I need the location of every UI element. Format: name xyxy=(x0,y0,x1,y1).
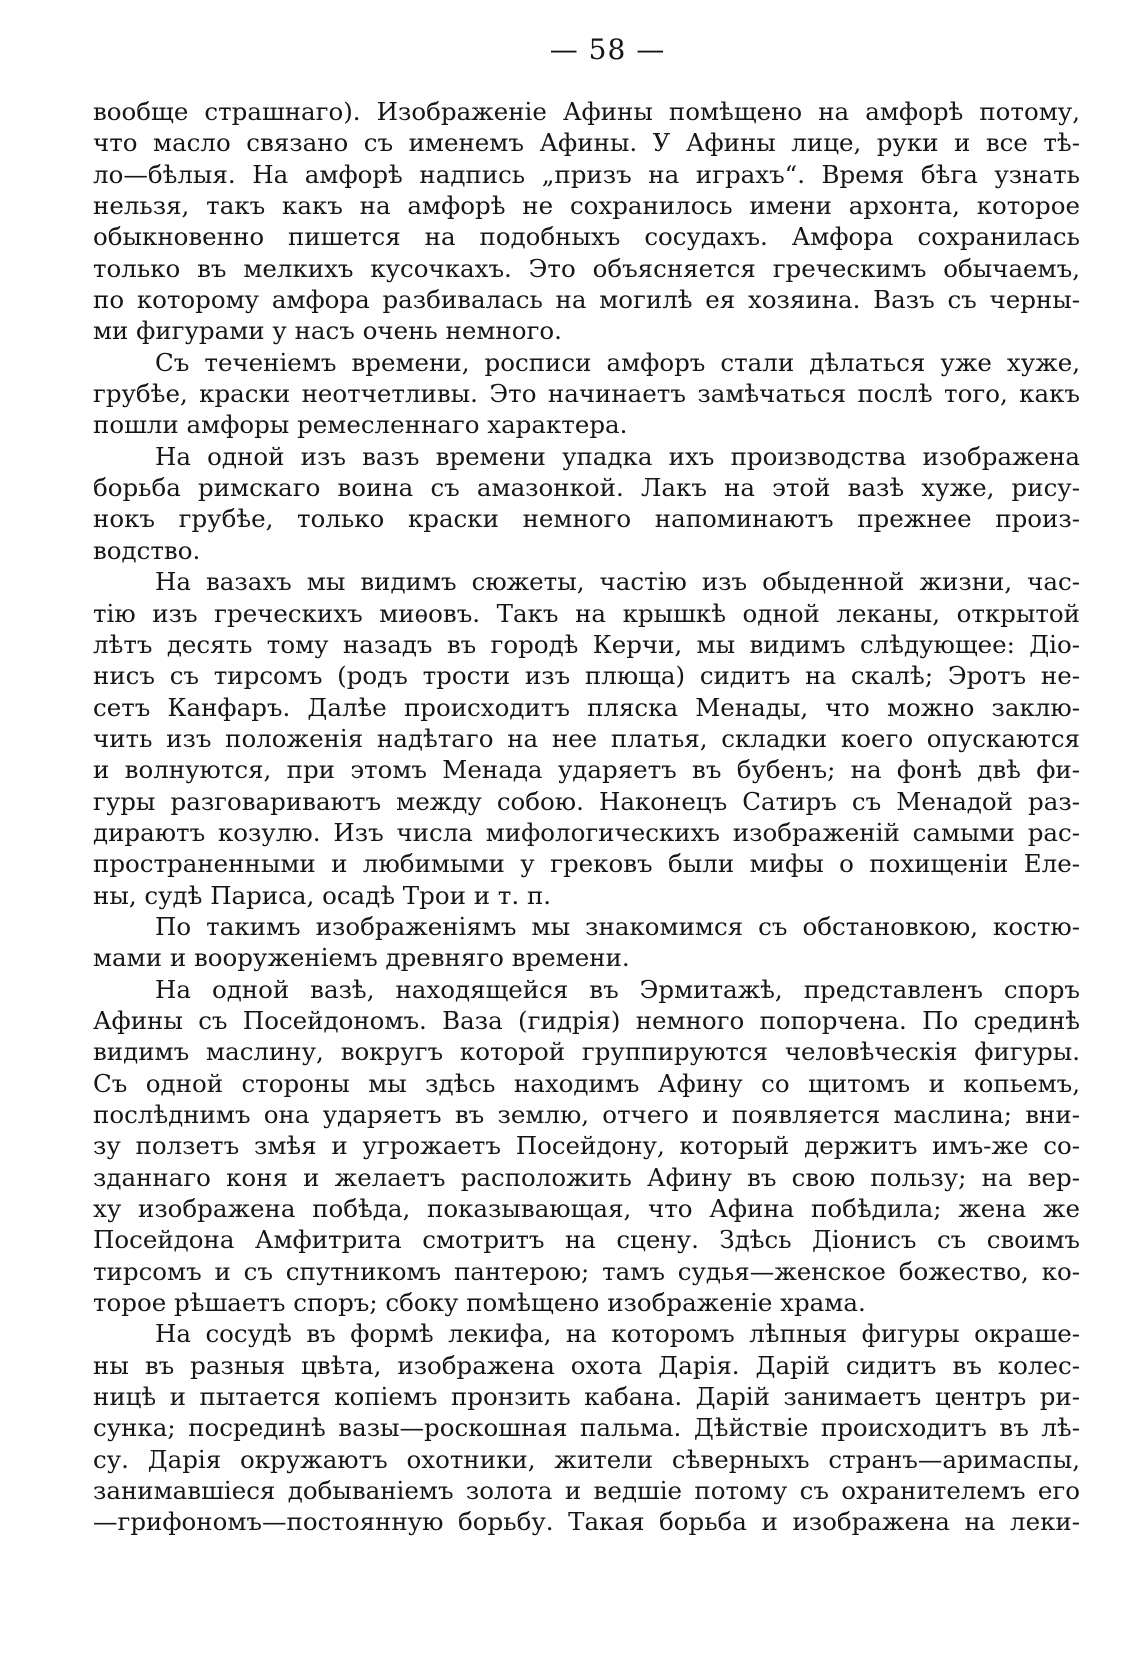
text-line: сетъ Канфаръ. Далѣе происходитъ пляска Менады, что можно заклю- xyxy=(93,692,1080,722)
page-number: — 58 — xyxy=(549,33,666,66)
text-line: На одной вазѣ, находящейся въ Эрмитажѣ, представленъ споръ xyxy=(155,974,1080,1004)
text-line: вообще страшнаго). Изображеніе Афины помѣщено на амфорѣ потому, xyxy=(93,97,1080,126)
text-line: зданнаго коня и желаетъ расположить Афину въ свою пользу; на вер- xyxy=(93,1162,1080,1192)
text-line: грубѣе, краски неотчетливы. Это начинаетъ замѣчаться послѣ того, какъ xyxy=(93,379,1080,409)
text-line: торое рѣшаетъ споръ; сбоку помѣщено изображеніе храма. xyxy=(93,1288,866,1318)
text-line: нельзя, такъ какъ на амфорѣ не сохранилось имени архонта, которое xyxy=(93,191,1080,221)
text-line: дираютъ козулю. Изъ числа мифологическихъ изображеній самыми рас- xyxy=(93,817,1080,847)
text-line: только въ мелкихъ кусочкахъ. Это объясняется греческимъ обычаемъ, xyxy=(93,253,1080,283)
text-line: водство. xyxy=(93,535,201,565)
text-line: гуры разговариваютъ между собою. Наконецъ Сатиръ съ Менадой раз- xyxy=(93,786,1080,816)
text-line: чить изъ положенія надѣтаго на нее платья, складки коего опускаются xyxy=(93,723,1080,753)
text-line: послѣднимъ она ударяетъ въ землю, отчего и появляется маслина; вни- xyxy=(93,1100,1080,1129)
text-line: Посейдона Амфитрита смотритъ на сцену. Здѣсь Діонисъ съ своимъ xyxy=(93,1225,1080,1255)
text-line: На вазахъ мы видимъ сюжеты, частію изъ обыденной жизни, час- xyxy=(155,567,1080,597)
text-line: мами и вооруженіемъ древняго времени. xyxy=(93,943,630,973)
text-line: ницѣ и пытается копіемъ пронзить кабана. Дарій занимаетъ центръ ри- xyxy=(93,1382,1080,1412)
text-line: —грифономъ—постоянную борьбу. Такая борьба и изображена на леки- xyxy=(93,1507,1080,1537)
text-line: По такимъ изображеніямъ мы знакомимся съ обстановкою, костю- xyxy=(155,911,1080,941)
text-line: ны, судѣ Париса, осадѣ Трои и т. п. xyxy=(93,880,552,910)
text-line: На сосудѣ въ формѣ лекифа, на которомъ лѣпныя фигуры окраше- xyxy=(155,1319,1080,1349)
text-line: и волнуются, при этомъ Менада ударяетъ въ бубенъ; на фонѣ двѣ фи- xyxy=(93,755,1080,785)
text-line: нисъ съ тирсомъ (родъ трости изъ плюща) сидитъ на скалѣ; Эротъ не- xyxy=(93,661,1080,691)
text-line: зу ползетъ змѣя и угрожаетъ Посейдону, который держитъ имъ-же со- xyxy=(93,1131,1080,1161)
body-text xyxy=(93,96,1080,1538)
text-line: лѣтъ десять тому назадъ въ городѣ Керчи, мы видимъ слѣдующее: Діо- xyxy=(93,629,1080,659)
text-line: сунка; посрединѣ вазы—роскошная пальма. Дѣйствіе происходитъ въ лѣ- xyxy=(93,1413,1080,1443)
text-line: занимавшіеся добываніемъ золота и ведшіе потому съ охранителемъ его xyxy=(93,1476,1080,1506)
text-line: ны въ разныя цвѣта, изображена охота Дарія. Дарій сидитъ въ колес- xyxy=(93,1350,1080,1380)
text-line: ло—бѣлыя. На амфорѣ надпись „призъ на играхъ“. Время бѣга узнать xyxy=(93,159,1080,189)
text-line: пошли амфоры ремесленнаго характера. xyxy=(93,410,628,440)
text-line: пространенными и любимыми у грековъ были мифы о похищеніи Еле- xyxy=(93,849,1080,879)
text-line: ху изображена побѣда, показывающая, что Афина побѣдила; жена же xyxy=(93,1194,1080,1224)
text-line: что масло связано съ именемъ Афины. У Афины лице, руки и все тѣ- xyxy=(93,128,1080,158)
text-line: борьба римскаго воина съ амазонкой. Лакъ на этой вазѣ хуже, рису- xyxy=(93,473,1080,503)
text-line: обыкновенно пишется на подобныхъ сосудахъ. Амфора сохранилась xyxy=(93,222,1080,252)
text-line: Съ одной стороны мы здѣсь находимъ Афину со щитомъ и копьемъ, xyxy=(93,1068,1080,1098)
text-line: Афины съ Посейдономъ. Ваза (гидрія) немного попорчена. По срединѣ xyxy=(93,1005,1080,1035)
text-line: нокъ грубѣе, только краски немного напоминаютъ прежнее произ- xyxy=(93,504,1080,534)
text-line: На одной изъ вазъ времени упадка ихъ производства изображена xyxy=(155,441,1080,471)
text-line: тирсомъ и съ спутникомъ пантерою; тамъ судья—женское божество, ко- xyxy=(93,1256,1080,1286)
text-line: тію изъ греческихъ миѳовъ. Такъ на крышкѣ одной леканы, открытой xyxy=(93,598,1080,628)
text-line: Съ теченіемъ времени, росписи амфоръ стали дѣлаться уже хуже, xyxy=(155,347,1080,377)
text-line: видимъ маслину, вокругъ которой группируются человѣческія фигуры. xyxy=(93,1037,1080,1067)
text-line: су. Дарія окружаютъ охотники, жители сѣверныхъ странъ—аримаспы, xyxy=(93,1444,1080,1474)
text-line: по которому амфора разбивалась на могилѣ ея хозяина. Вазъ съ черны- xyxy=(93,285,1080,315)
text-line: ми фигурами у насъ очень немного. xyxy=(93,316,562,346)
